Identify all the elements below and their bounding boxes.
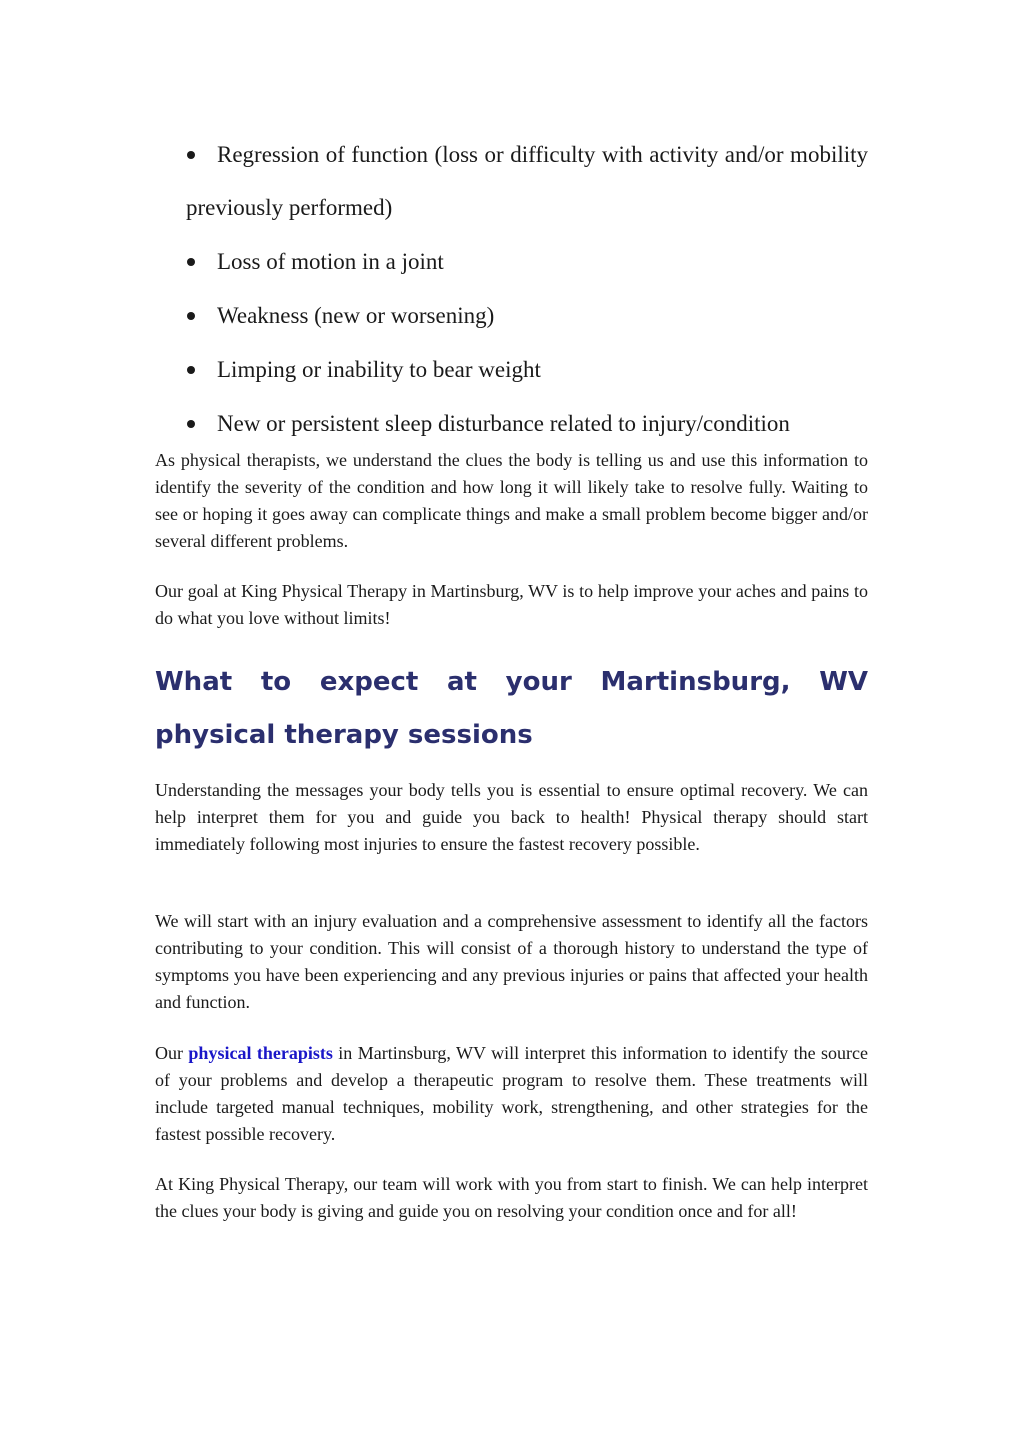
list-item xyxy=(155,235,868,288)
paragraph-understanding: Understanding the messages your body tells you is essential to ensure optimal recovery. We can help interpret them for you and guide you back to health! Physical therapy should start immediately following most injuries to ensure the fastest recovery possible. xyxy=(155,780,868,854)
list-item xyxy=(155,289,868,342)
list-item xyxy=(155,397,868,450)
paragraph-goal: Our goal at King Physical Therapy in Martinsburg, WV is to help improve your aches and pains to do what you love without limits! xyxy=(155,581,868,628)
paragraph-closing: At King Physical Therapy, our team will work with you from start to finish. We can help interpret the clues your body is giving and guide you on resolving your condition once and for all! xyxy=(155,1174,868,1221)
paragraph-evaluation: We will start with an injury evaluation and a comprehensive assessment to identify all the factors contributing to your condition. This will consist of a thorough history to understand the type of symptoms you have been experiencing and any previous injuries or pains that affected your health and function. xyxy=(155,911,868,1012)
paragraph-therapists-lead: Our xyxy=(155,1043,189,1063)
list-item-text: Regression of function (loss or difficulty with activity and/or mobility previously performed) xyxy=(186,142,868,220)
bullet-icon xyxy=(187,312,195,320)
list-item-text: Loss of motion in a joint xyxy=(217,249,444,274)
section-heading: What to expect at your Martinsburg, WV physical therapy sessions xyxy=(155,667,868,750)
bullet-icon xyxy=(187,366,195,374)
list-item-text: New or persistent sleep disturbance related to injury/condition xyxy=(217,411,790,436)
list-item xyxy=(155,128,868,234)
bullet-icon xyxy=(187,420,195,428)
list-item xyxy=(155,343,868,396)
paragraph-therapists-rest: in Martinsburg, WV will interpret this information to identify the source of your problems and develop a therapeutic program to resolve them. These treatments will include targeted manual techniques, mobility work, strengthening, and other strategies for the fastest possible recovery. xyxy=(155,1043,868,1144)
bullet-icon xyxy=(187,258,195,266)
paragraph-therapists xyxy=(155,1040,868,1148)
paragraph-clues: As physical therapists, we understand the clues the body is telling us and use this information to identify the severity of the condition and how long it will likely take to resolve fully. Waiting to see or hoping it goes away can complicate things and make a small problem become bigger and/or several different problems. xyxy=(155,450,868,551)
list-item-text: Limping or inability to bear weight xyxy=(217,357,541,382)
list-item-text: Weakness (new or worsening) xyxy=(217,303,495,328)
physical-therapists-link[interactable]: physical therapists xyxy=(188,1043,333,1063)
symptom-list xyxy=(155,128,868,451)
bullet-icon xyxy=(187,151,195,159)
